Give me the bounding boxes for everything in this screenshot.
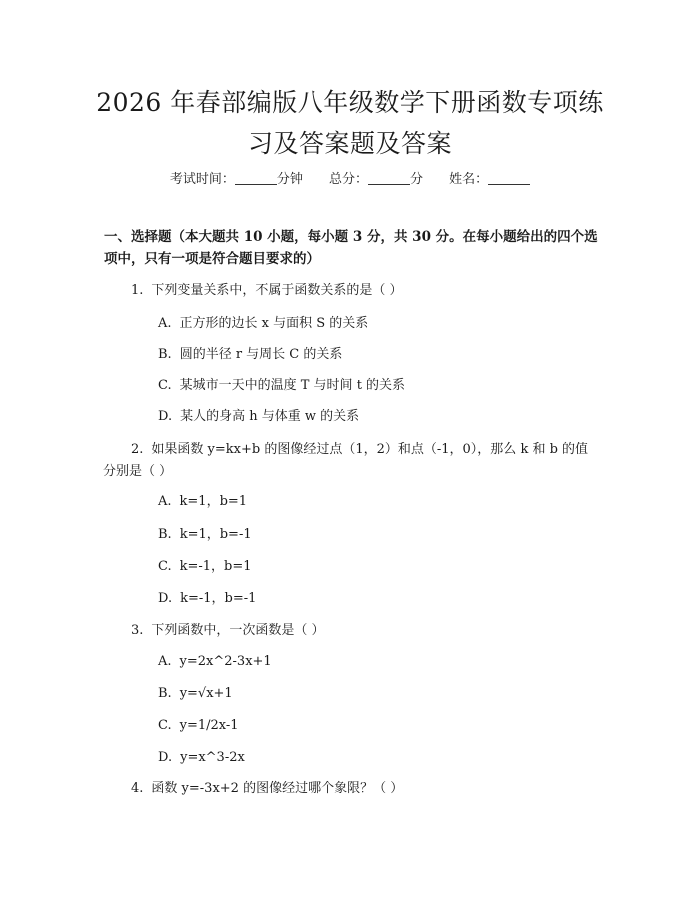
question-1-option-d xyxy=(158,406,359,428)
question-2-option-b xyxy=(158,524,252,546)
option-letter: D. xyxy=(158,591,173,606)
option-text: 圆的半径 r 与周长 C 的关系 xyxy=(179,347,343,362)
option-text: k=-1，b=-1 xyxy=(180,591,257,606)
option-text: k=1，b=1 xyxy=(179,494,248,509)
score-blank xyxy=(368,172,410,185)
page-title xyxy=(60,82,640,164)
section-heading-line-1: 一、选择题（本大题共 10 小题，每小题 3 分，共 30 分。在每小题给出的四个选 xyxy=(104,229,598,245)
question-text: 函数 y=-3x+2 的图像经过哪个象限？（ ） xyxy=(151,781,404,796)
question-1-stem xyxy=(131,280,601,302)
question-number: 1. xyxy=(131,283,144,298)
time-unit: 分钟 xyxy=(276,172,303,187)
time-blank xyxy=(235,172,277,185)
option-text: k=-1，b=1 xyxy=(179,559,252,574)
name-field xyxy=(449,172,530,187)
option-text: y=√x+1 xyxy=(179,686,233,701)
option-text: 正方形的边长 x 与面积 S 的关系 xyxy=(179,316,369,331)
option-text: y=x^3-2x xyxy=(180,750,245,765)
question-1-option-a xyxy=(158,313,368,335)
question-1-option-b xyxy=(158,344,342,366)
option-letter: D. xyxy=(158,750,173,765)
option-letter: A. xyxy=(158,316,172,331)
question-3-stem xyxy=(131,620,601,642)
question-number: 4. xyxy=(131,781,144,796)
option-letter: C. xyxy=(158,559,172,574)
name-label: 姓名： xyxy=(449,172,489,187)
title-line-2: 习及答案题及答案 xyxy=(247,129,452,158)
question-2-option-c xyxy=(158,556,252,578)
exam-meta xyxy=(0,168,700,187)
option-text: k=1，b=-1 xyxy=(179,527,252,542)
total-score-field xyxy=(329,172,427,187)
question-text: 下列变量关系中，不属于函数关系的是（ ） xyxy=(151,283,403,298)
option-text: 某城市一天中的温度 T 与时间 t 的关系 xyxy=(179,378,406,393)
question-4-stem xyxy=(131,778,601,800)
option-letter: B. xyxy=(158,686,172,701)
option-text: y=2x^2-3x+1 xyxy=(179,654,272,669)
option-text: y=1/2x-1 xyxy=(179,718,239,733)
question-text-line-1: 如果函数 y=kx+b 的图像经过点（1，2）和点（-1，0），那么 k 和 b 的值 xyxy=(151,442,589,457)
question-number: 3. xyxy=(131,623,144,638)
section-heading xyxy=(104,226,604,270)
question-3-option-b xyxy=(158,683,233,705)
option-letter: A. xyxy=(158,654,172,669)
option-letter: C. xyxy=(158,378,172,393)
section-heading-line-2: 项中，只有一项是符合题目要求的） xyxy=(104,251,320,267)
question-text: 下列函数中，一次函数是（ ） xyxy=(151,623,325,638)
question-2-option-a xyxy=(158,491,247,513)
option-letter: A. xyxy=(158,494,172,509)
title-line-1: 2026 年春部编版八年级数学下册函数专项练 xyxy=(96,88,604,117)
question-2-stem xyxy=(103,439,601,483)
option-letter: B. xyxy=(158,347,172,362)
question-3-option-d xyxy=(158,747,245,769)
question-2-option-d xyxy=(158,588,256,610)
name-blank xyxy=(488,172,530,185)
time-label: 考试时间： xyxy=(169,172,235,187)
score-label: 总分： xyxy=(328,172,368,187)
option-letter: C. xyxy=(158,718,172,733)
exam-time-field xyxy=(170,172,307,187)
question-text-line-2: 分别是（ ） xyxy=(103,464,173,479)
question-1-option-c xyxy=(158,375,405,397)
option-letter: B. xyxy=(158,527,172,542)
option-letter: D. xyxy=(158,409,173,424)
question-number: 2. xyxy=(131,442,144,457)
option-text: 某人的身高 h 与体重 w 的关系 xyxy=(180,409,360,424)
score-unit: 分 xyxy=(410,172,424,187)
question-3-option-a xyxy=(158,651,272,673)
question-3-option-c xyxy=(158,715,239,737)
